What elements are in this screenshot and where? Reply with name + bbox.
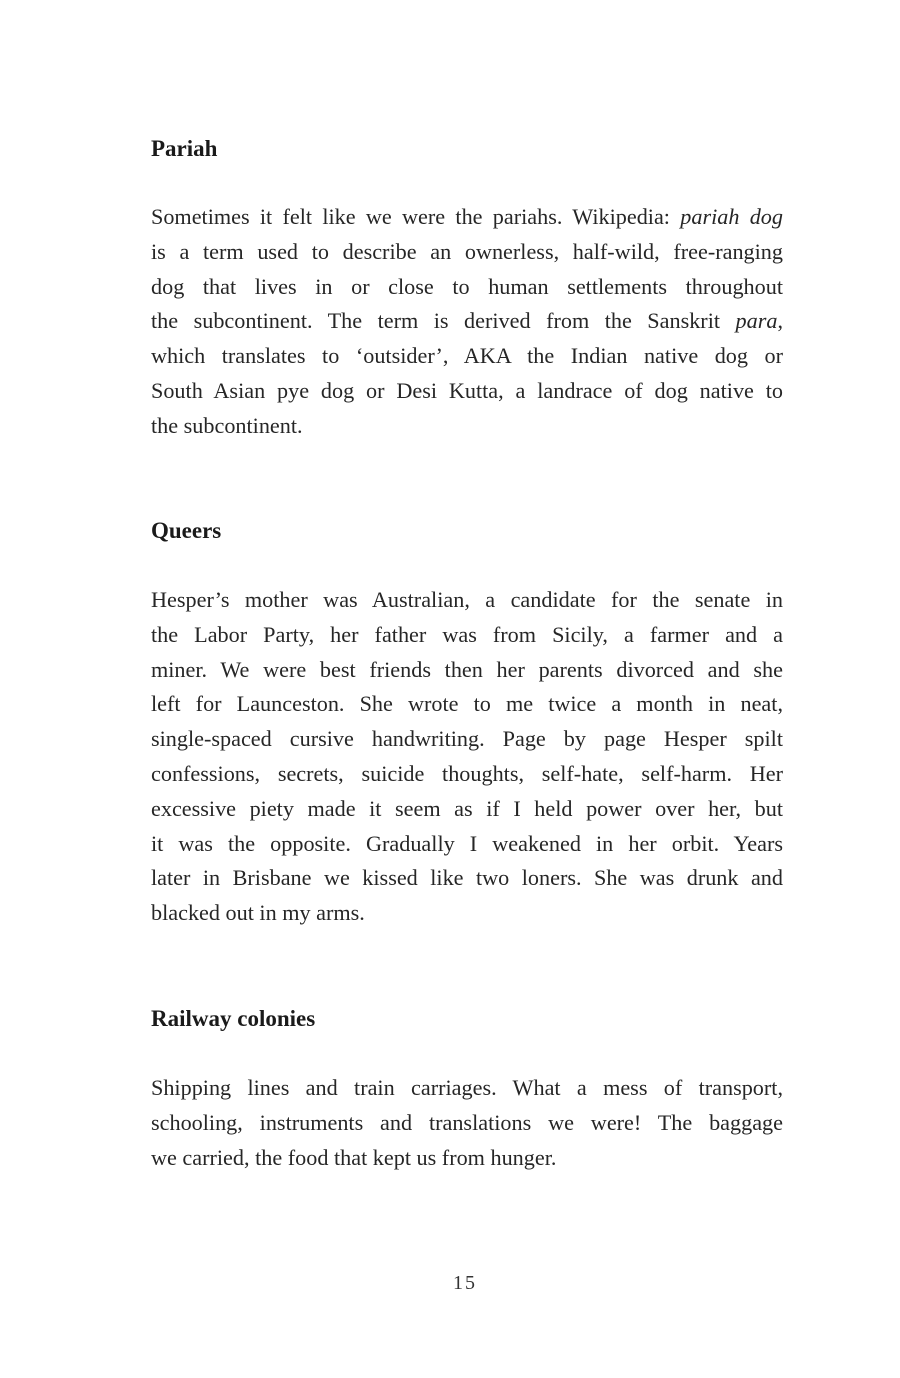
italic-term: pariah dog	[680, 204, 783, 229]
text-line: left for Launceston. She wrote to me twice a month in neat,	[151, 691, 783, 717]
text-line: miner. We were best friends then her parents divorced and she	[151, 656, 783, 682]
text-line: the Labor Party, her father was from Sicily, a farmer and a	[151, 621, 783, 647]
entry-body	[151, 200, 783, 444]
text-line: single-spaced cursive handwriting. Page by page Hesper spilt	[151, 726, 783, 752]
text-line: later in Brisbane we kissed like two loners. She was drunk and	[151, 865, 783, 891]
entry-railway-colonies	[151, 1004, 783, 1175]
text-line: excessive piety made it seem as if I held power over her, but	[151, 795, 783, 821]
text-line: the subcontinent.	[151, 412, 303, 438]
entry-body	[151, 583, 783, 931]
text-line: the subcontinent. The term is derived from the Sanskrit para,	[151, 308, 783, 334]
text-line: confessions, secrets, suicide thoughts, self-hate, self-harm. Her	[151, 760, 783, 786]
text-line: blacked out in my arms.	[151, 900, 365, 926]
text-line: South Asian pye dog or Desi Kutta, a landrace of dog native to	[151, 377, 783, 403]
text-line: schooling, instruments and translations we were! The baggage	[151, 1109, 783, 1135]
entry-body	[151, 1071, 783, 1175]
text-line: we carried, the food that kept us from hunger.	[151, 1144, 557, 1170]
entry-heading: Pariah	[151, 136, 218, 161]
entry-queers	[151, 516, 783, 931]
text-line: Shipping lines and train carriages. What a mess of transport,	[151, 1075, 783, 1100]
text-line: which translates to ‘outsider’, AKA the Indian native dog or	[151, 343, 783, 369]
page-number: 15	[453, 1272, 477, 1294]
text-line: dog that lives in or close to human settlements throughout	[151, 273, 783, 299]
text-line: Sometimes it felt like we were the pariahs. Wikipedia: pariah dog	[151, 204, 783, 229]
text-line: Hesper’s mother was Australian, a candidate for the senate in	[151, 587, 783, 612]
text-line: is a term used to describe an ownerless, half-wild, free-ranging	[151, 238, 783, 264]
entry-heading: Queers	[151, 518, 222, 543]
entry-heading: Railway colonies	[151, 1006, 316, 1031]
text-line: it was the opposite. Gradually I weakened in her orbit. Years	[151, 830, 783, 856]
entry-pariah	[151, 134, 783, 444]
italic-term: para	[735, 308, 778, 334]
